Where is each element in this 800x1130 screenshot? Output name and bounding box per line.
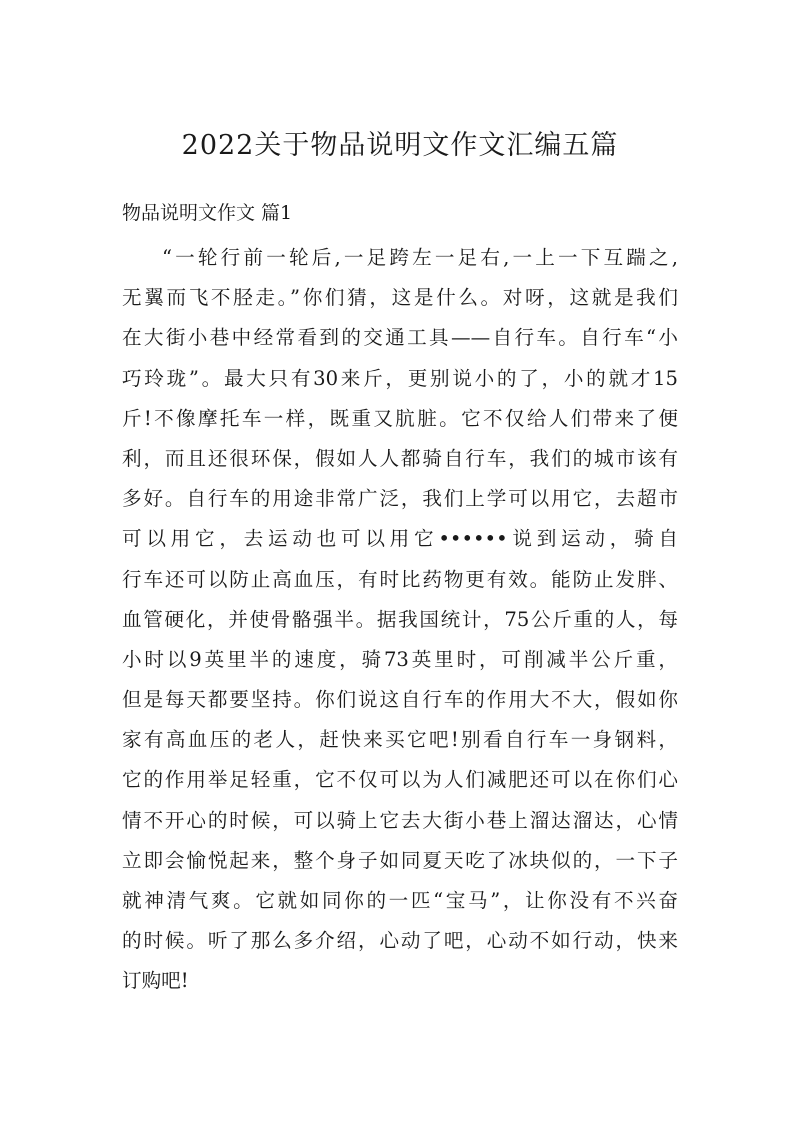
paragraph-line: 小时以9英里半的速度，骑73英里时，可削减半公斤重， (122, 647, 678, 671)
paragraph-line: 情不开心的时候，可以骑上它去大街小巷上溜达溜达，心情 (122, 808, 678, 832)
paragraph-line: 斤!不像摩托车一样，既重又肮脏。它不仅给人们带来了便 (122, 406, 678, 430)
paragraph-line: 利，而且还很环保，假如人人都骑自行车，我们的城市该有 (122, 446, 678, 470)
paragraph-line: 巧玲珑”。最大只有30来斤，更别说小的了，小的就才15 (122, 366, 678, 390)
paragraph-line: 它的作用举足轻重，它不仅可以为人们减肥还可以在你们心 (122, 768, 678, 792)
paragraph-line: 在大街小巷中经常看到的交通工具——自行车。自行车“小 (122, 326, 678, 350)
paragraph-line: 行车还可以防止高血压，有时比药物更有效。能防止发胖、 (122, 567, 678, 591)
paragraph-line: 无翼而飞不胫走。”你们猜，这是什么。对呀，这就是我们 (122, 286, 678, 310)
paragraph-line: 立即会愉悦起来，整个身子如同夏天吃了冰块似的，一下子 (122, 848, 678, 872)
document-title: 2022关于物品说明文作文汇编五篇 (181, 130, 619, 161)
paragraph-line: 多好。自行车的用途非常广泛，我们上学可以用它，去超市 (122, 487, 678, 511)
paragraph-line: 可以用它，去运动也可以用它••••••说到运动，骑自 (122, 527, 678, 551)
paragraph-line: 家有高血压的老人，赶快来买它吧!别看自行车一身钢料， (122, 728, 678, 752)
paragraph-line: 的时候。听了那么多介绍，心动了吧，心动不如行动，快来 (122, 929, 678, 953)
paragraph-line: 血管硬化，并使骨骼强半。据我国统计，75公斤重的人，每 (122, 607, 678, 631)
paragraph-line: 但是每天都要坚持。你们说这自行车的作用大不大，假如你 (122, 688, 678, 712)
paragraph-line: 就神清气爽。它就如同你的一匹“宝马”，让你没有不兴奋 (122, 889, 678, 912)
paragraph-line: “一轮行前一轮后,一足跨左一足右,一上一下互踹之, (162, 246, 678, 269)
paragraph-line: 订购吧! (122, 969, 189, 993)
essay-body (122, 238, 678, 1002)
section-heading: 物品说明文作文 篇1 (122, 202, 293, 224)
